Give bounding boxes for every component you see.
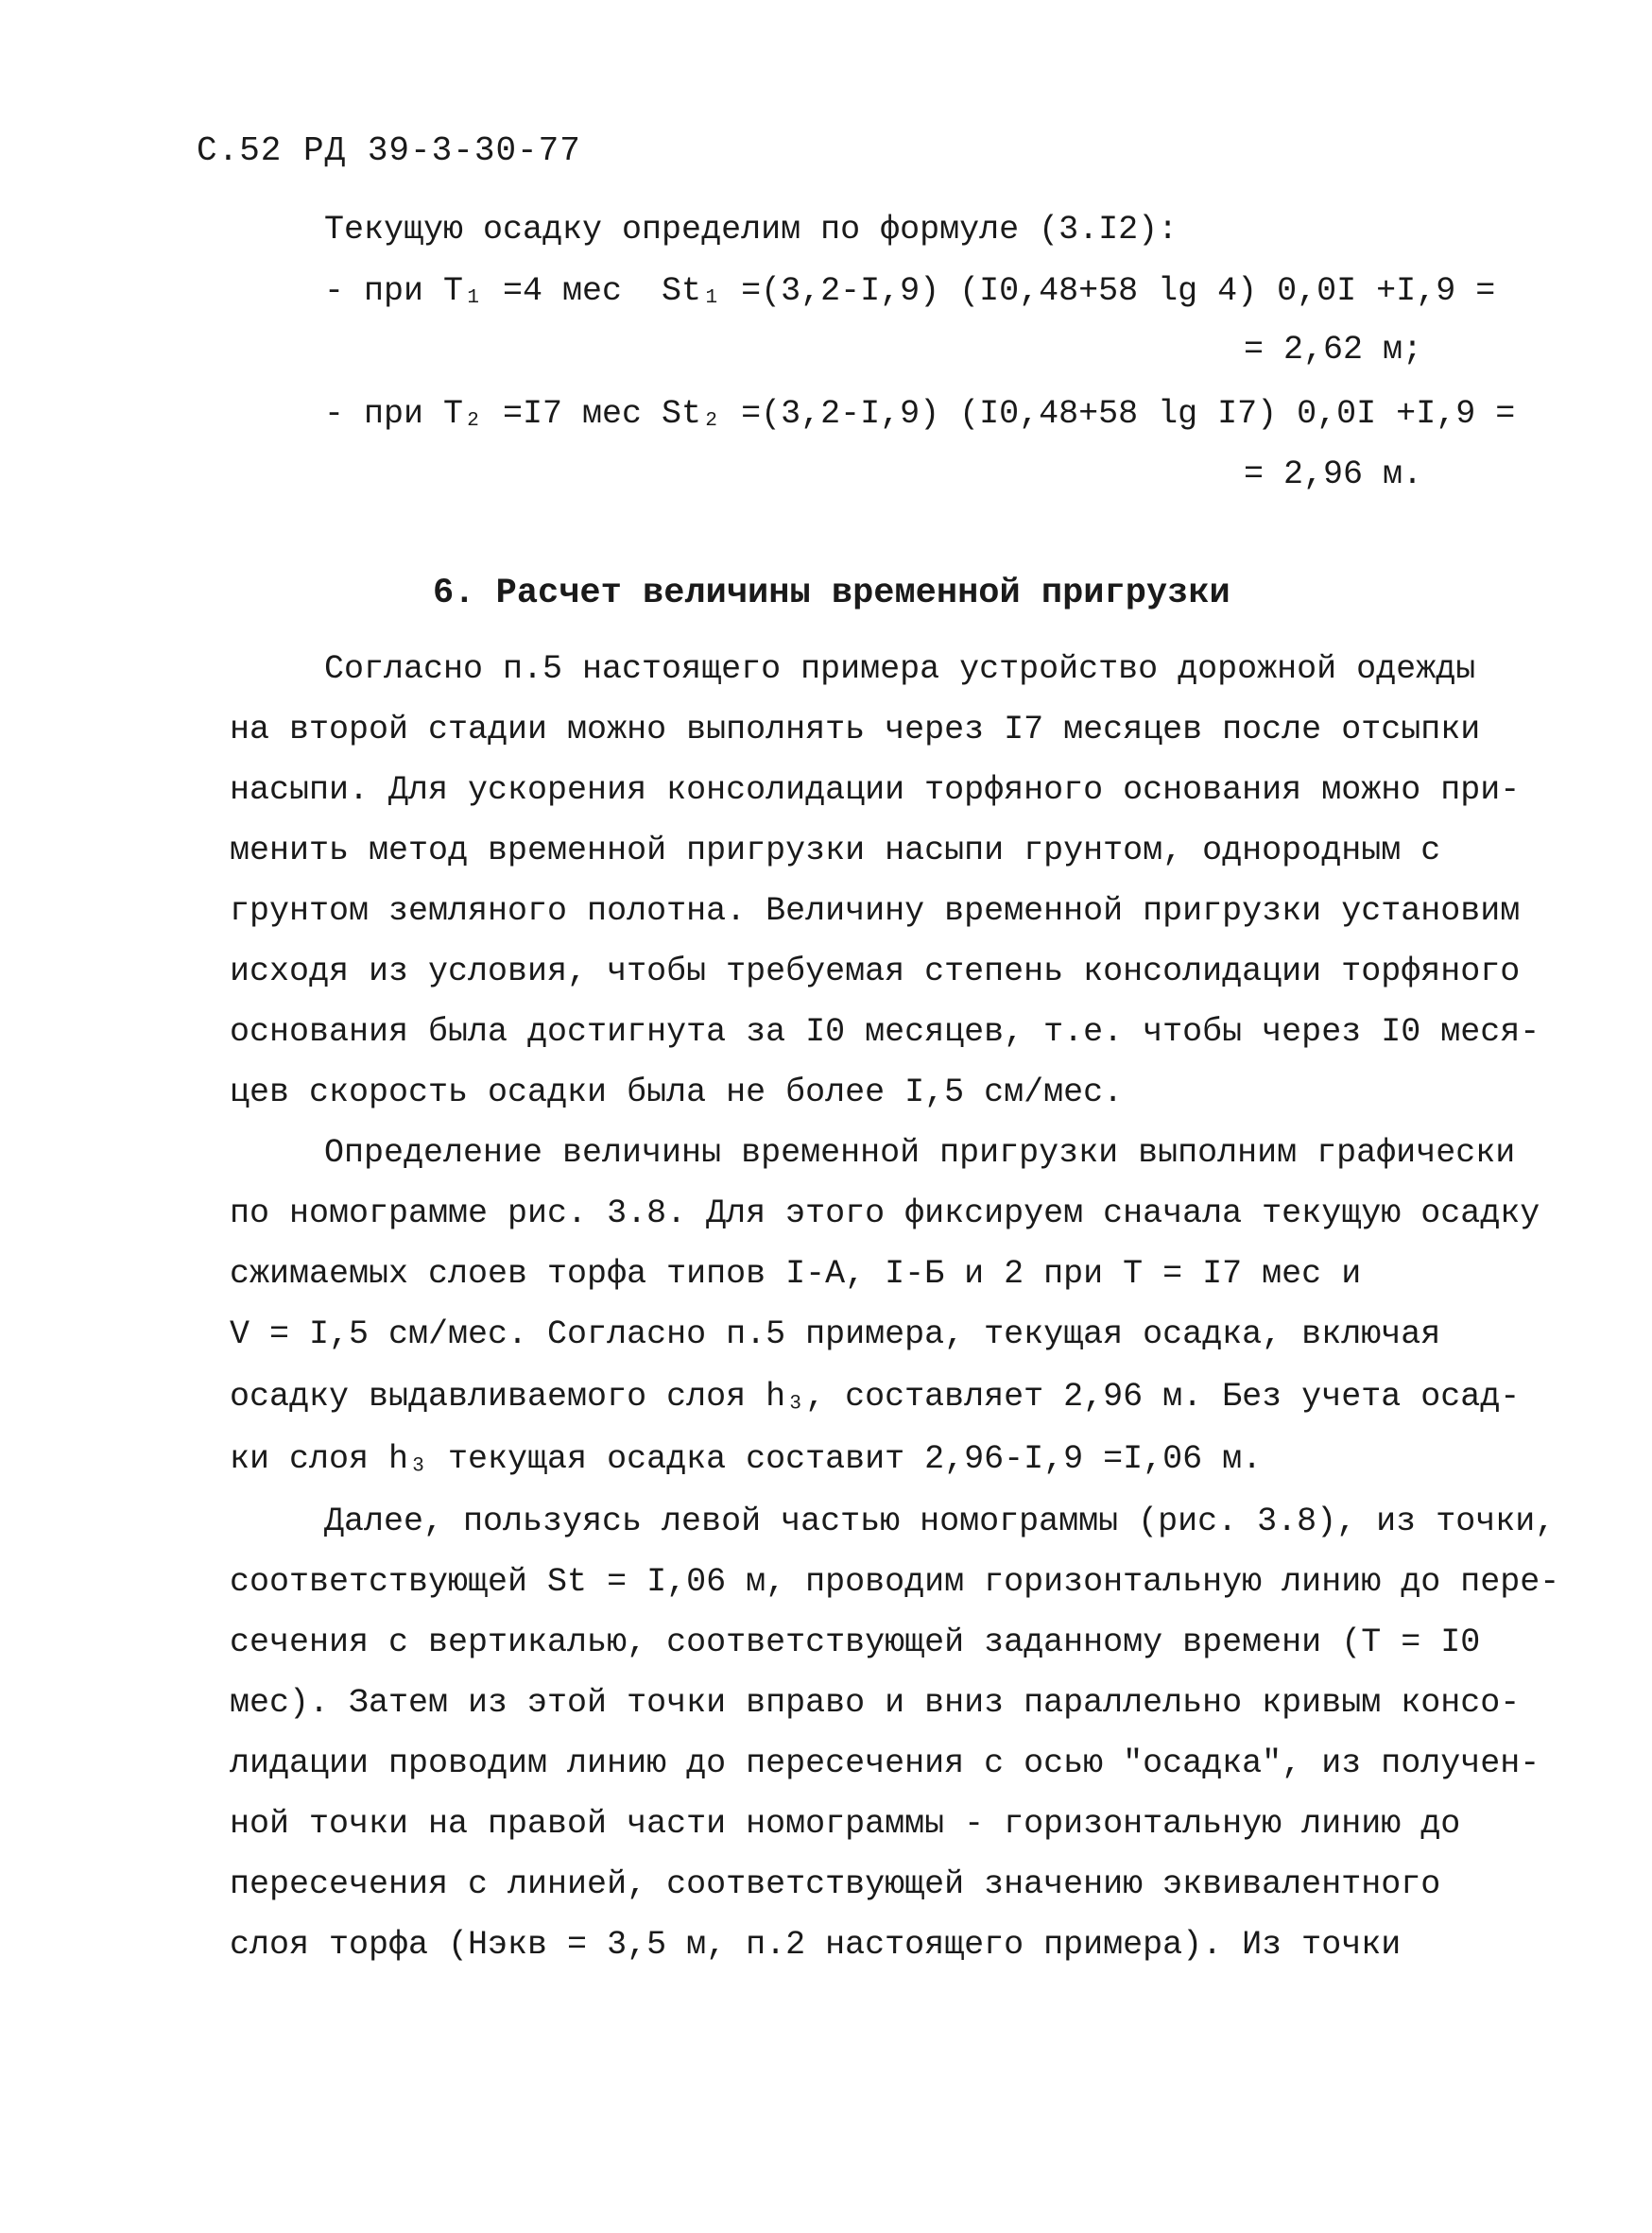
paragraph-line: грунтом земляного полотна. Величину временной пригрузки установим xyxy=(230,892,1521,930)
page-header: С.52 РД 39-3-30-77 xyxy=(197,131,581,170)
paragraph-line: сечения с вертикалью, соответствующей заданному времени (T = I0 xyxy=(230,1623,1481,1661)
paragraph-line: слоя торфа (Hэкв = 3,5 м, п.2 настоящего примера). Из точки xyxy=(230,1926,1402,1964)
paragraph-line: лидации проводим линию до пересечения с осью "осадка", из получен- xyxy=(230,1744,1540,1782)
paragraph-line: осадку выдавливаемого слоя h₃, составляет 2,96 м. Без учета осад- xyxy=(230,1378,1521,1416)
paragraph-line: исходя из условия, чтобы требуемая степень консолидации торфяного xyxy=(230,953,1521,990)
paragraph-line: по номограмме рис. 3.8. Для этого фиксируем сначала текущую осадку xyxy=(230,1194,1540,1232)
paragraph-line: соответствующей St = I,06 м, проводим горизонтальную линию до пере- xyxy=(230,1563,1560,1601)
formula-line-2: - при T₂ =I7 мес St₂ =(3,2-I,9) (I0,48+58 lg I7) 0,0I +I,9 = xyxy=(324,395,1516,433)
paragraph-line: цев скорость осадки была не более I,5 см/мес. xyxy=(230,1074,1124,1111)
paragraph-line: ки слоя h₃ текущая осадка составит 2,96-I,9 =I,06 м. xyxy=(230,1440,1263,1478)
paragraph-line: на второй стадии можно выполнять через I7 месяцев после отсыпки xyxy=(230,711,1481,748)
paragraph-line: мес). Затем из этой точки вправо и вниз параллельно кривым консо- xyxy=(230,1684,1521,1722)
paragraph-line: насыпи. Для ускорения консолидации торфяного основания можно при- xyxy=(230,771,1521,809)
section-title: 6. Расчет величины временной пригрузки xyxy=(433,574,1230,613)
formula-intro: Текущую осадку определим по формуле (3.I2): xyxy=(324,211,1179,249)
paragraph-line: менить метод временной пригрузки насыпи грунтом, однородным с xyxy=(230,832,1441,869)
formula-result-1: = 2,62 м; xyxy=(1243,331,1422,369)
paragraph-line: Определение величины временной пригрузки выполним графически xyxy=(324,1134,1516,1172)
paragraph-line: Согласно п.5 настоящего примера устройство дорожной одежды xyxy=(324,650,1476,688)
paragraph-line: V = I,5 см/мес. Согласно п.5 примера, текущая осадка, включая xyxy=(230,1315,1441,1353)
paragraph-line: ной точки на правой части номограммы - горизонтальную линию до xyxy=(230,1805,1461,1843)
formula-line-1: - при T₁ =4 мес St₁ =(3,2-I,9) (I0,48+58 lg 4) 0,0I +I,9 = xyxy=(324,272,1496,310)
paragraph-line: пересечения с линией, соответствующей значению эквивалентного xyxy=(230,1865,1441,1903)
formula-result-2: = 2,96 м. xyxy=(1243,455,1422,493)
paragraph-line: сжимаемых слоев торфа типов I-А, I-Б и 2 при T = I7 мес и xyxy=(230,1255,1362,1293)
paragraph-line: основания была достигнута за I0 месяцев, т.е. чтобы через I0 меся- xyxy=(230,1013,1540,1051)
paragraph-line: Далее, пользуясь левой частью номограммы (рис. 3.8), из точки, xyxy=(324,1503,1556,1540)
